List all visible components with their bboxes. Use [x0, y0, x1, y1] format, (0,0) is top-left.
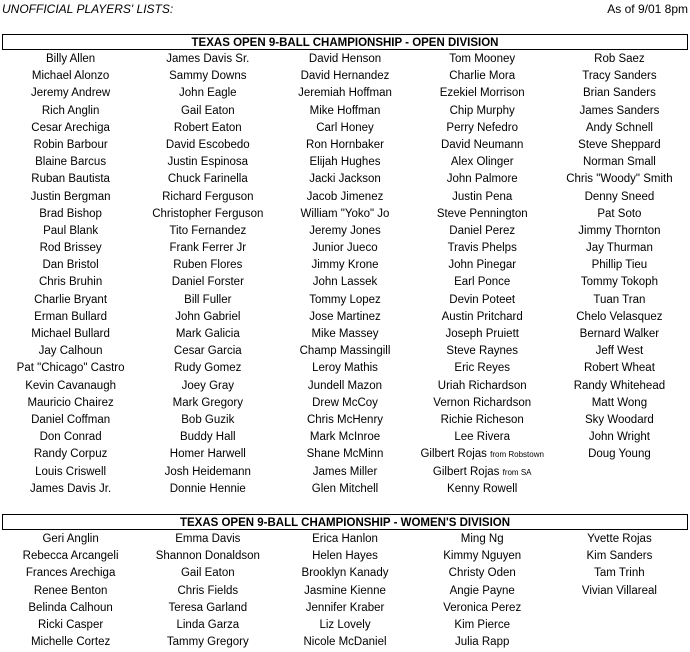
player-name: Kimmy Nguyen — [443, 550, 522, 563]
player-name: Paul Blank — [43, 224, 99, 237]
player-name: Sammy Downs — [169, 70, 247, 83]
player-name: Michelle Cortez — [30, 636, 111, 649]
player-name: Eric Reyes — [454, 362, 511, 375]
player-name: Pat Soto — [597, 207, 642, 220]
player-name: Steve Sheppard — [578, 138, 661, 151]
open-division-columns — [2, 51, 688, 498]
player-name: Josh Heidemann — [164, 465, 251, 478]
player-name: Rob Saez — [594, 53, 645, 65]
player-name: Frances Arechiga — [25, 567, 116, 580]
player-name: Mark Gregory — [172, 396, 243, 409]
player-name: Michael Alonzo — [31, 70, 110, 83]
player-name: John Wright — [588, 431, 650, 444]
name-column — [414, 531, 551, 651]
player-name: Robert Eaton — [173, 121, 242, 134]
player-name: Rudy Gomez — [174, 362, 242, 375]
player-name: Kim Pierce — [454, 618, 511, 631]
player-name: Nicole McDaniel — [303, 636, 387, 649]
player-name: Christopher Ferguson — [152, 207, 264, 220]
player-name: Mark McInroe — [309, 431, 381, 444]
player-name: Michael Bullard — [31, 328, 110, 340]
player-name: Norman Small — [582, 156, 656, 169]
player-name: Champ Massingill — [299, 345, 391, 358]
player-name: Daniel Perez — [449, 224, 516, 237]
player-name: Glen Mitchell — [311, 482, 379, 495]
player-name: Kenny Rowell — [447, 482, 518, 495]
player-name: Tuan Tran — [593, 293, 646, 306]
player-name: Carl Honey — [316, 121, 374, 134]
player-name: Alex Olinger — [450, 156, 514, 169]
list-status-label: UNOFFICIAL PLAYERS' LISTS: — [2, 2, 174, 16]
player-name: Mike Massey — [311, 328, 379, 340]
player-name: Shannon Donaldson — [155, 550, 260, 563]
player-name: Linda Garza — [176, 618, 240, 631]
player-name: Chuck Farinella — [167, 173, 248, 186]
player-name: Leroy Mathis — [312, 362, 378, 375]
player-name: Earl Ponce — [454, 276, 511, 289]
player-name: Donnie Hennie — [169, 482, 246, 495]
player-name: Homer Harwell — [169, 448, 246, 461]
player-name: Cesar Garcia — [173, 345, 242, 358]
player-name: Erman Bullard — [34, 310, 108, 323]
player-name: Chris "Woody" Smith — [566, 173, 673, 186]
player-name: Erica Hanlon — [312, 533, 378, 545]
player-name: Jasmine Kienne — [304, 584, 386, 597]
player-name: Ming Ng — [460, 533, 504, 545]
player-name-text: Gilbert Rojas — [432, 465, 500, 478]
player-name: Veronica Perez — [443, 601, 522, 614]
player-name: Emma Davis — [175, 533, 241, 545]
player-name: Cesar Arechiga — [31, 121, 110, 134]
player-name: Blaine Barcus — [35, 156, 107, 169]
name-column — [414, 51, 551, 498]
player-name: Uriah Richardson — [437, 379, 527, 392]
player-name: Geri Anglin — [42, 533, 99, 545]
player-name: Jeremy Andrew — [30, 87, 111, 100]
player-name: Vivian Villareal — [581, 584, 657, 597]
player-name: Jimmy Krone — [311, 259, 379, 272]
player-name: Drew McCoy — [312, 396, 378, 409]
player-name: Rich Anglin — [41, 104, 100, 117]
player-name: Ezekiel Morrison — [439, 87, 525, 100]
womens-division-columns — [2, 531, 688, 651]
player-name: Charlie Bryant — [34, 293, 108, 306]
player-name: Brian Sanders — [582, 87, 656, 100]
player-name: Jacob Jimenez — [306, 190, 384, 203]
player-name: John Gabriel — [175, 310, 241, 323]
player-name: Jose Martinez — [309, 310, 381, 323]
player-name: Ruben Flores — [173, 259, 243, 272]
player-name: Liz Lovely — [319, 618, 371, 631]
player-name: Lee Rivera — [454, 431, 511, 444]
player-name: Renee Benton — [33, 584, 108, 597]
player-name: Rod Brissey — [39, 242, 102, 255]
player-name: Bernard Walker — [579, 328, 660, 340]
player-name: Jacki Jackson — [309, 173, 381, 186]
player-name: David Henson — [308, 53, 382, 65]
player-name: Tommy Lopez — [309, 293, 381, 306]
player-name: Daniel Coffman — [31, 413, 111, 426]
player-name: Tracy Sanders — [582, 70, 657, 83]
player-name: Devin Poteet — [449, 293, 516, 306]
player-name: Bob Guzik — [181, 413, 235, 426]
player-name: Vernon Richardson — [433, 396, 532, 409]
name-column — [2, 51, 139, 498]
player-name: Jeremiah Hoffman — [298, 87, 392, 100]
player-name: Justin Espinosa — [167, 156, 249, 169]
player-name-text: Gilbert Rojas — [420, 448, 487, 461]
player-name: Travis Phelps — [447, 242, 517, 255]
womens-division-section — [2, 514, 688, 651]
player-name: Jeremy Jones — [309, 224, 381, 237]
player-name: Jimmy Thornton — [578, 224, 661, 237]
player-name: Tam Trinh — [594, 567, 645, 580]
player-name: Richie Richeson — [440, 413, 524, 426]
name-column — [139, 51, 276, 498]
name-column — [2, 531, 139, 651]
player-origin-note: from SA — [502, 467, 532, 477]
player-name: Joseph Pruiett — [445, 328, 519, 340]
player-name: Joey Gray — [181, 379, 235, 392]
player-name: Richard Ferguson — [162, 190, 254, 203]
open-division-title: TEXAS OPEN 9-BALL CHAMPIONSHIP - OPEN DIVISION — [2, 34, 688, 50]
player-name: John Pinegar — [448, 259, 517, 272]
open-division-section — [2, 34, 688, 498]
player-name: James Davis Sr. — [166, 53, 250, 65]
player-name: Angie Payne — [449, 584, 515, 597]
player-name: Don Conrad — [39, 431, 102, 444]
player-name: Austin Pritchard — [441, 310, 523, 323]
player-name: John Lassek — [312, 276, 378, 289]
player-name: Ron Hornbaker — [306, 138, 384, 151]
player-name: Chelo Velasquez — [576, 310, 663, 323]
player-name: Steve Pennington — [436, 207, 528, 220]
player-name: Chip Murphy — [449, 104, 515, 117]
player-name: Kim Sanders — [586, 550, 653, 563]
player-name: Tom Mooney — [449, 53, 516, 65]
player-name: Bill Fuller — [184, 293, 232, 306]
player-name: Belinda Calhoun — [28, 601, 113, 614]
player-name: Charlie Mora — [449, 70, 516, 83]
player-name: Denny Sneed — [584, 190, 655, 203]
player-name: Sky Woodard — [585, 413, 654, 426]
player-name: Doug Young — [588, 448, 651, 461]
player-name: Ruban Bautista — [31, 173, 110, 186]
player-name: Tommy Tokoph — [580, 276, 658, 289]
player-name: Junior Jueco — [312, 242, 378, 255]
player-name: Mark Galicia — [175, 328, 240, 340]
player-name: Perry Nefedro — [446, 121, 518, 134]
player-name: Buddy Hall — [179, 431, 236, 444]
name-column — [139, 531, 276, 651]
player-name: Tito Fernandez — [169, 224, 247, 237]
player-name: John Eagle — [179, 87, 237, 100]
player-name: Justin Bergman — [30, 190, 111, 203]
player-name: Mauricio Chairez — [27, 396, 114, 409]
player-name — [414, 464, 551, 481]
player-name: David Neumann — [440, 138, 524, 151]
player-name: David Hernandez — [300, 70, 390, 83]
player-name: Randy Whitehead — [573, 379, 666, 392]
player-name: James Miller — [312, 465, 378, 478]
player-name — [414, 446, 551, 463]
player-name: Elijah Hughes — [309, 156, 381, 169]
name-column — [551, 531, 688, 651]
player-origin-note: from Robstown — [490, 450, 544, 460]
player-name: Phillip Tieu — [591, 259, 648, 272]
player-name: Louis Criswell — [35, 465, 107, 478]
player-name: Rebecca Arcangeli — [22, 550, 119, 563]
player-name: Shane McMinn — [306, 448, 384, 461]
player-name: Julia Rapp — [455, 636, 510, 649]
player-name: Kevin Cavanaugh — [25, 379, 116, 392]
player-name: Robin Barbour — [33, 138, 108, 151]
player-name: Chris McHenry — [306, 413, 384, 426]
player-name: Tammy Gregory — [166, 636, 249, 649]
player-name: Chris Bruhin — [38, 276, 103, 289]
player-name: Jundell Mazon — [307, 379, 383, 392]
player-name: Jeff West — [595, 345, 644, 358]
player-name: Frank Ferrer Jr — [169, 242, 247, 255]
player-name: Matt Wong — [591, 396, 648, 409]
player-name: Daniel Forster — [171, 276, 244, 289]
player-name: Brad Bishop — [39, 207, 102, 220]
player-name: Jay Thurman — [585, 242, 653, 255]
player-name: Yvette Rojas — [587, 533, 652, 545]
as-of-timestamp: As of 9/01 8pm — [607, 2, 688, 16]
name-column — [276, 51, 413, 498]
player-name: Andy Schnell — [585, 121, 653, 134]
player-name: Mike Hoffman — [309, 104, 381, 117]
player-name: David Escobedo — [165, 138, 250, 151]
player-name: Teresa Garland — [168, 601, 248, 614]
page-header — [2, 2, 688, 18]
player-name: Jennifer Kraber — [305, 601, 385, 614]
player-name: Christy Oden — [448, 567, 516, 580]
player-name: Billy Allen — [45, 53, 96, 65]
player-name: Steve Raynes — [446, 345, 519, 358]
player-name: Randy Corpuz — [33, 448, 108, 461]
player-name: Jay Calhoun — [38, 345, 103, 358]
player-name: Gail Eaton — [180, 104, 235, 117]
name-column — [551, 51, 688, 498]
player-name: Helen Hayes — [312, 550, 378, 563]
player-name: John Palmore — [446, 173, 518, 186]
name-column — [276, 531, 413, 651]
player-name: Justin Pena — [452, 190, 513, 203]
player-name: Ricki Casper — [38, 618, 104, 631]
womens-division-title: TEXAS OPEN 9-BALL CHAMPIONSHIP - WOMEN'S DIVISION — [2, 514, 688, 530]
player-name: Chris Fields — [177, 584, 239, 597]
player-name: Robert Wheat — [583, 362, 655, 375]
player-name: Dan Bristol — [42, 259, 99, 272]
player-name: William "Yoko" Jo — [300, 207, 390, 220]
player-name: Gail Eaton — [180, 567, 235, 580]
player-name: James Sanders — [579, 104, 660, 117]
player-name: Brooklyn Kanady — [301, 567, 389, 580]
player-name: James Davis Jr. — [30, 482, 112, 495]
player-name: Pat "Chicago" Castro — [16, 362, 125, 375]
